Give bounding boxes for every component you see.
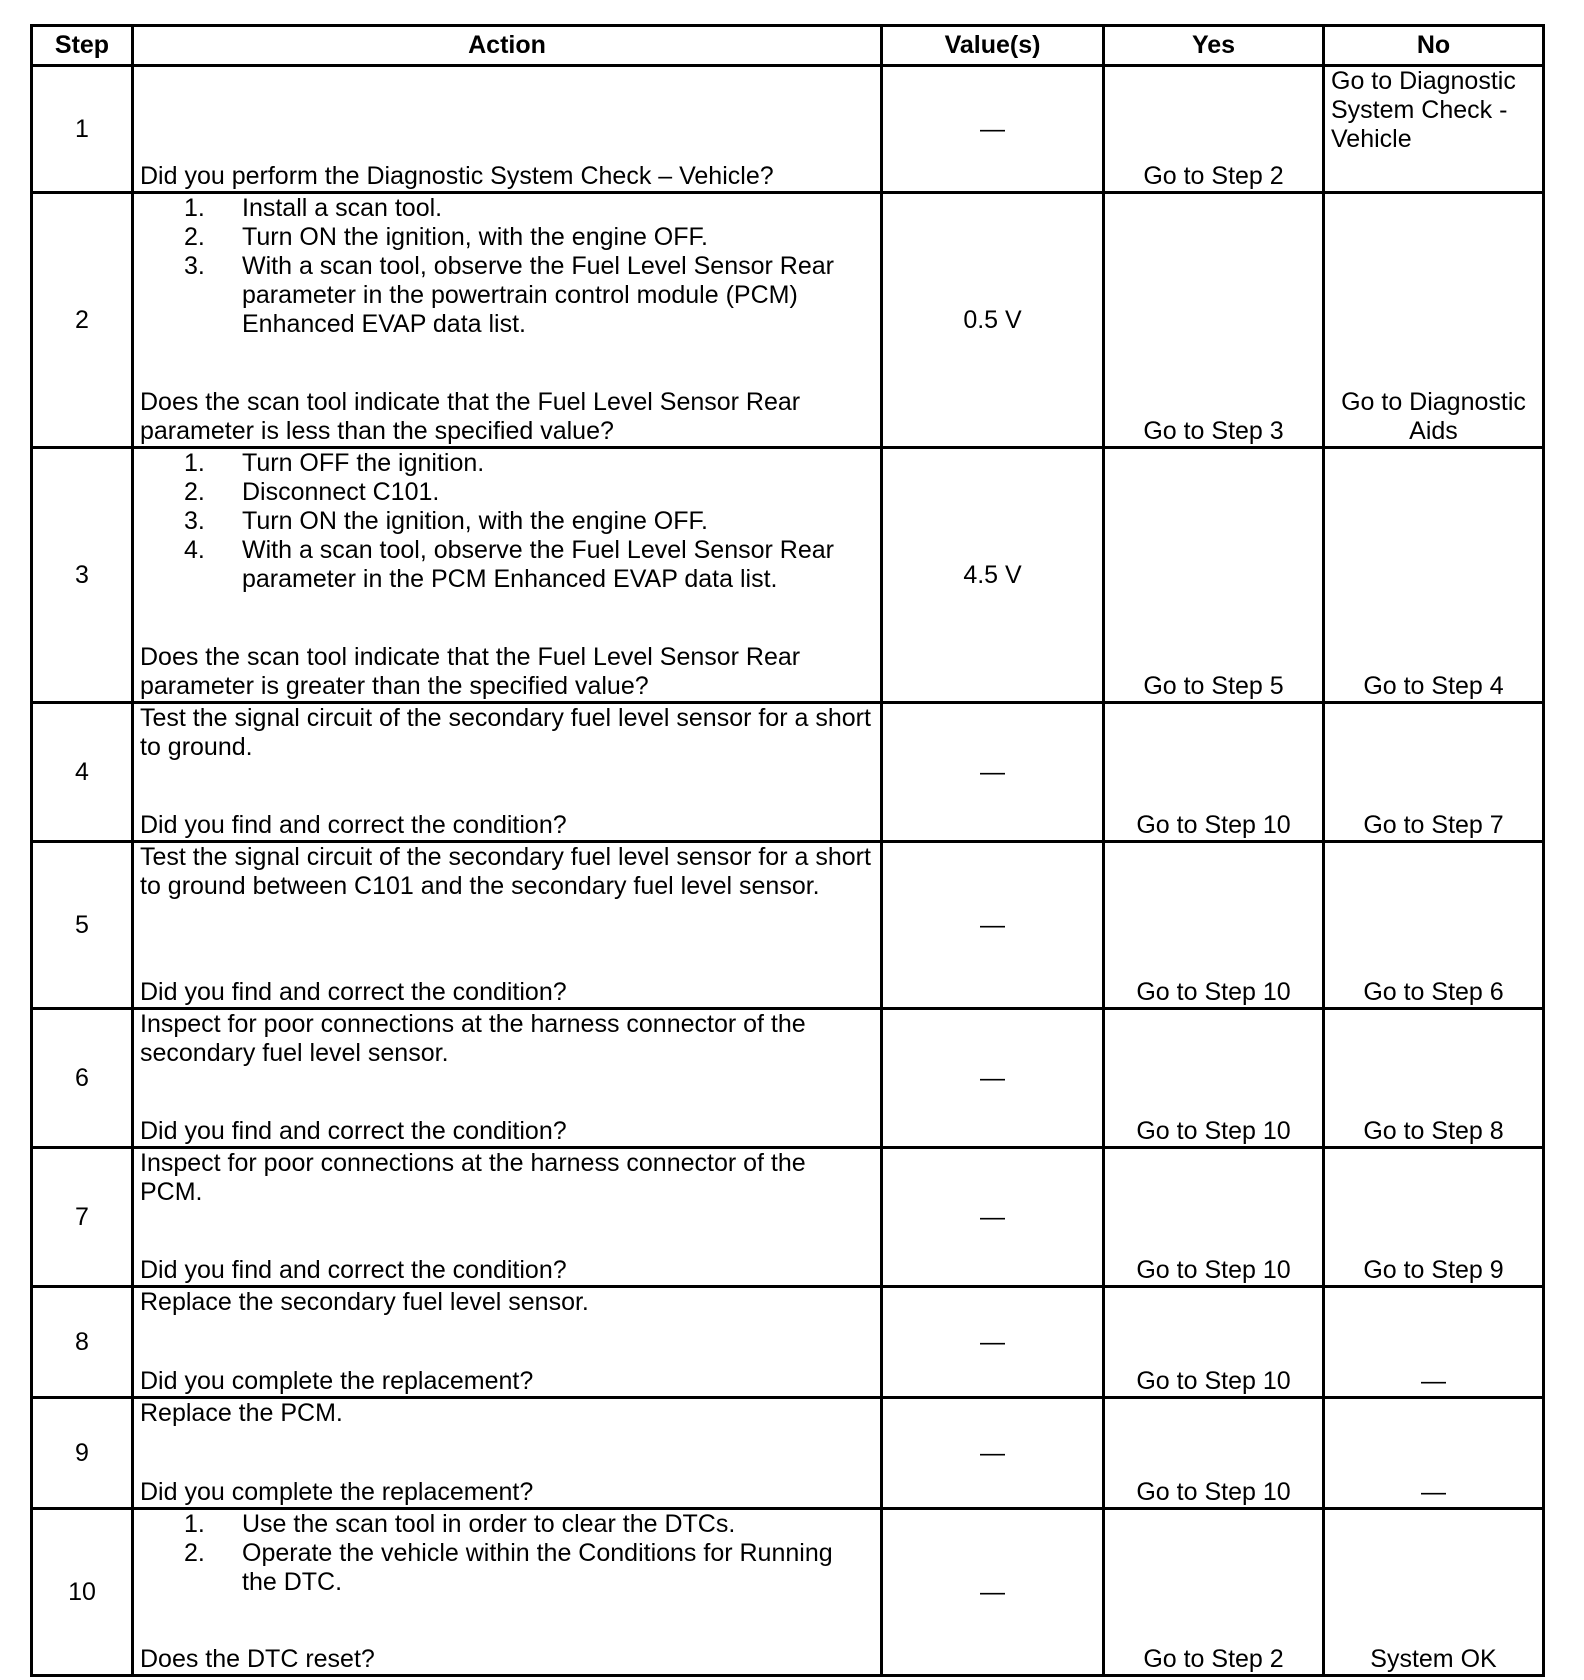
action-instructions <box>140 1010 874 1068</box>
action-question: Did you find and correct the condition? <box>140 978 567 1006</box>
instruction-number <box>140 507 242 536</box>
instruction-number <box>140 1510 242 1539</box>
step-number: 8 <box>32 1287 133 1398</box>
action-instructions <box>140 843 874 901</box>
instruction-item <box>140 449 874 478</box>
instruction-text: Install a scan tool. <box>242 194 443 222</box>
action-cell <box>133 1509 882 1676</box>
instruction-number-label: 1. <box>184 194 205 222</box>
value-cell: — <box>882 1148 1104 1287</box>
instruction-number-label: 2. <box>184 1539 205 1567</box>
value-cell: — <box>882 842 1104 1009</box>
action-cell <box>133 66 882 193</box>
instruction-number-label: 3. <box>184 252 205 280</box>
yes-cell: Go to Step 10 <box>1104 1287 1324 1398</box>
instruction-list <box>140 449 874 594</box>
header-no: No <box>1324 26 1544 66</box>
instruction-number-label: 2. <box>184 478 205 506</box>
step-number: 3 <box>32 448 133 703</box>
instruction-number <box>140 449 242 478</box>
no-cell: Go to Step 8 <box>1324 1009 1544 1148</box>
no-cell: — <box>1324 1398 1544 1509</box>
instruction-text: Disconnect C101. <box>242 478 440 506</box>
value-cell: — <box>882 66 1104 193</box>
step-number: 4 <box>32 703 133 842</box>
no-cell: Go to Step 4 <box>1324 448 1544 703</box>
instruction-number-label: 1. <box>184 449 205 477</box>
instruction-number <box>140 223 242 252</box>
step-number: 6 <box>32 1009 133 1148</box>
yes-cell: Go to Step 10 <box>1104 703 1324 842</box>
instruction-number-label: 4. <box>184 536 205 564</box>
action-content <box>140 194 874 446</box>
action-question: Does the DTC reset? <box>140 1645 375 1673</box>
action-instructions <box>140 1399 874 1428</box>
table-row <box>32 1398 1544 1509</box>
instruction-text: With a scan tool, observe the Fuel Level Sensor Rear parameter in the powertrain control module (PCM) Enhanced EVAP data list. <box>242 252 834 338</box>
instruction-number <box>140 478 242 507</box>
action-content <box>140 1010 874 1146</box>
step-number: 10 <box>32 1509 133 1676</box>
instruction-text: Turn ON the ignition, with the engine OFF. <box>242 507 708 535</box>
table-row <box>32 842 1544 1009</box>
action-cell <box>133 1398 882 1509</box>
diagnostic-table <box>30 24 1545 1677</box>
no-cell: System OK <box>1324 1509 1544 1676</box>
table-row <box>32 1009 1544 1148</box>
no-cell: Go to Diagnostic Aids <box>1324 193 1544 448</box>
table-row <box>32 448 1544 703</box>
yes-cell: Go to Step 10 <box>1104 1148 1324 1287</box>
header-row <box>32 26 1544 66</box>
action-instructions <box>140 449 874 594</box>
action-text: Test the signal circuit of the secondary fuel level sensor for a short to ground between C101 and the secondary fuel level sensor. <box>140 843 871 900</box>
action-cell <box>133 1148 882 1287</box>
table-row <box>32 1287 1544 1398</box>
action-instructions <box>140 1510 874 1597</box>
instruction-number-label: 1. <box>184 1510 205 1538</box>
action-content <box>140 1399 874 1507</box>
action-text: Inspect for poor connections at the harness connector of the secondary fuel level sensor. <box>140 1010 806 1067</box>
action-question: Did you find and correct the condition? <box>140 1256 567 1284</box>
no-cell: Go to Diagnostic System Check - Vehicle <box>1324 66 1544 193</box>
instruction-number <box>140 536 242 594</box>
step-number: 1 <box>32 66 133 193</box>
table-body <box>32 66 1544 1676</box>
action-question: Did you complete the replacement? <box>140 1367 534 1395</box>
action-content <box>140 1288 874 1396</box>
value-cell: 4.5 V <box>882 448 1104 703</box>
instruction-text: Operate the vehicle within the Conditions for Running the DTC. <box>242 1539 833 1596</box>
action-instructions <box>140 1149 874 1207</box>
value-cell: — <box>882 703 1104 842</box>
step-number: 2 <box>32 193 133 448</box>
header-action: Action <box>133 26 882 66</box>
instruction-item <box>140 1539 874 1597</box>
action-question: Did you find and correct the condition? <box>140 811 567 839</box>
action-content <box>140 1510 874 1674</box>
instruction-item <box>140 194 874 223</box>
instruction-text: Turn OFF the ignition. <box>242 449 485 477</box>
value-cell: — <box>882 1398 1104 1509</box>
action-instructions <box>140 194 874 339</box>
action-cell <box>133 842 882 1009</box>
instruction-number <box>140 252 242 339</box>
instruction-number-label: 2. <box>184 223 205 251</box>
action-cell <box>133 193 882 448</box>
table-row <box>32 193 1544 448</box>
step-number: 7 <box>32 1148 133 1287</box>
action-cell <box>133 703 882 842</box>
action-question: Did you complete the replacement? <box>140 1478 534 1506</box>
instruction-item <box>140 223 874 252</box>
instruction-text: Use the scan tool in order to clear the DTCs. <box>242 1510 736 1538</box>
yes-cell: Go to Step 2 <box>1104 66 1324 193</box>
table-row <box>32 1509 1544 1676</box>
action-cell <box>133 448 882 703</box>
action-content <box>140 704 874 840</box>
action-text: Inspect for poor connections at the harness connector of the PCM. <box>140 1149 806 1206</box>
instruction-list <box>140 1510 874 1597</box>
action-content <box>140 67 874 191</box>
table-row <box>32 66 1544 193</box>
action-question: Does the scan tool indicate that the Fuel Level Sensor Rear parameter is less than the specified value? <box>140 388 801 445</box>
action-content <box>140 1149 874 1285</box>
value-cell: — <box>882 1287 1104 1398</box>
no-cell: Go to Step 7 <box>1324 703 1544 842</box>
action-content <box>140 449 874 701</box>
yes-cell: Go to Step 10 <box>1104 1398 1324 1509</box>
action-question: Does the scan tool indicate that the Fuel Level Sensor Rear parameter is greater than the specified value? <box>140 643 801 700</box>
header-step: Step <box>32 26 133 66</box>
no-cell: Go to Step 6 <box>1324 842 1544 1009</box>
action-cell <box>133 1287 882 1398</box>
action-instructions <box>140 1288 874 1317</box>
action-question: Did you perform the Diagnostic System Check – Vehicle? <box>140 162 774 190</box>
value-cell: 0.5 V <box>882 193 1104 448</box>
action-cell <box>133 1009 882 1148</box>
action-instructions <box>140 704 874 762</box>
step-number: 9 <box>32 1398 133 1509</box>
table-row <box>32 1148 1544 1287</box>
action-text: Replace the PCM. <box>140 1399 343 1427</box>
yes-cell: Go to Step 5 <box>1104 448 1324 703</box>
instruction-item <box>140 478 874 507</box>
instruction-list <box>140 194 874 339</box>
instruction-item <box>140 536 874 594</box>
instruction-number <box>140 194 242 223</box>
action-content <box>140 843 874 1007</box>
yes-cell: Go to Step 10 <box>1104 1009 1324 1148</box>
action-text: Replace the secondary fuel level sensor. <box>140 1288 589 1316</box>
yes-cell: Go to Step 2 <box>1104 1509 1324 1676</box>
value-cell: — <box>882 1009 1104 1148</box>
instruction-text: With a scan tool, observe the Fuel Level Sensor Rear parameter in the PCM Enhanced EVAP data list. <box>242 536 834 593</box>
header-values: Value(s) <box>882 26 1104 66</box>
yes-cell: Go to Step 10 <box>1104 842 1324 1009</box>
instruction-number <box>140 1539 242 1597</box>
instruction-text: Turn ON the ignition, with the engine OFF. <box>242 223 708 251</box>
header-yes: Yes <box>1104 26 1324 66</box>
step-number: 5 <box>32 842 133 1009</box>
yes-cell: Go to Step 3 <box>1104 193 1324 448</box>
value-cell: — <box>882 1509 1104 1676</box>
action-question: Did you find and correct the condition? <box>140 1117 567 1145</box>
instruction-number-label: 3. <box>184 507 205 535</box>
table-row <box>32 703 1544 842</box>
instruction-item <box>140 507 874 536</box>
action-text: Test the signal circuit of the secondary fuel level sensor for a short to ground. <box>140 704 871 761</box>
instruction-item <box>140 252 874 339</box>
no-cell: — <box>1324 1287 1544 1398</box>
no-cell: Go to Step 9 <box>1324 1148 1544 1287</box>
instruction-item <box>140 1510 874 1539</box>
